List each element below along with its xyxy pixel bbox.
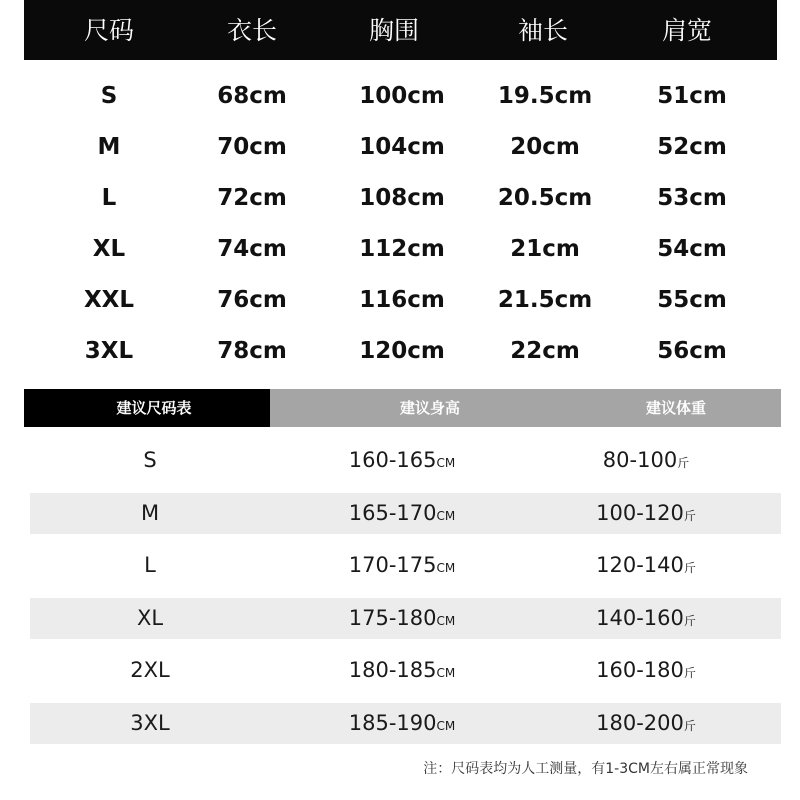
length-cell: 68cm (217, 83, 287, 109)
suggest-size-cell: M (140, 501, 160, 525)
chest-cell: 112cm (359, 236, 445, 262)
chest-cell: 108cm (359, 185, 445, 211)
sleeve-cell: 20cm (510, 134, 580, 160)
suggest-size-cell: L (144, 553, 156, 577)
length-cell: 70cm (217, 134, 287, 160)
header-shoulder: 肩宽 (661, 16, 713, 45)
header-chest: 胸围 (368, 16, 420, 45)
size-table-header (24, 0, 777, 60)
table-row (24, 331, 777, 371)
table-row (30, 440, 781, 481)
length-cell: 74cm (217, 236, 287, 262)
chest-cell: 120cm (359, 338, 445, 364)
suggest-weight-cell: 140-160斤 (596, 606, 696, 630)
header-gray-block (270, 389, 781, 427)
table-row (24, 127, 777, 167)
chest-cell: 100cm (359, 83, 445, 109)
header-sleeve: 袖长 (517, 16, 569, 45)
shoulder-cell: 53cm (657, 185, 727, 211)
suggest-weight-cell: 180-200斤 (596, 711, 696, 735)
header-size: 尺码 (83, 16, 135, 45)
shoulder-cell: 52cm (657, 134, 727, 160)
chest-cell: 116cm (359, 287, 445, 313)
suggest-weight-cell: 120-140斤 (596, 553, 696, 577)
sleeve-cell: 19.5cm (497, 83, 593, 109)
suggest-weight-cell: 80-100斤 (602, 448, 690, 472)
sleeve-cell: 20.5cm (497, 185, 593, 211)
table-row (24, 229, 777, 269)
header-suggest-size: 建议尺码表 (116, 399, 192, 417)
suggest-size-cell: S (143, 448, 157, 472)
sleeve-cell: 21.5cm (497, 287, 593, 313)
size-cell: XL (92, 236, 126, 262)
suggest-table-header (24, 389, 781, 427)
suggest-height-cell: 175-180CM (348, 606, 456, 630)
suggest-height-cell: 185-190CM (348, 711, 456, 735)
header-suggest-weight: 建议体重 (645, 399, 707, 417)
measurement-note: 注：尺码表均为人工测量，有1-3CM左右属正常现象 (423, 761, 748, 777)
size-cell: XXL (83, 287, 135, 313)
chest-cell: 104cm (359, 134, 445, 160)
shoulder-cell: 56cm (657, 338, 727, 364)
shoulder-cell: 54cm (657, 236, 727, 262)
suggest-size-cell: XL (136, 606, 164, 630)
header-suggest-height: 建议身高 (399, 399, 461, 417)
header-length: 衣长 (226, 16, 278, 45)
shoulder-cell: 55cm (657, 287, 727, 313)
sleeve-cell: 21cm (510, 236, 580, 262)
sleeve-cell: 22cm (510, 338, 580, 364)
suggest-height-cell: 165-170CM (348, 501, 456, 525)
table-row (30, 545, 781, 586)
suggest-height-cell: 170-175CM (348, 553, 456, 577)
size-cell: M (97, 134, 121, 160)
suggest-size-cell: 3XL (130, 711, 170, 735)
size-cell: L (101, 185, 117, 211)
table-row (30, 493, 781, 534)
suggest-weight-cell: 100-120斤 (596, 501, 696, 525)
size-cell: S (100, 83, 118, 109)
table-row (24, 280, 777, 320)
table-row (30, 703, 781, 744)
table-row (30, 650, 781, 691)
table-row (24, 178, 777, 218)
suggest-height-cell: 180-185CM (348, 658, 456, 682)
length-cell: 76cm (217, 287, 287, 313)
suggest-weight-cell: 160-180斤 (596, 658, 696, 682)
table-row (24, 76, 777, 116)
length-cell: 72cm (217, 185, 287, 211)
suggest-height-cell: 160-165CM (348, 448, 456, 472)
shoulder-cell: 51cm (657, 83, 727, 109)
table-row (30, 598, 781, 639)
size-cell: 3XL (84, 338, 134, 364)
length-cell: 78cm (217, 338, 287, 364)
suggest-size-cell: 2XL (130, 658, 170, 682)
header-black-block (24, 389, 270, 427)
